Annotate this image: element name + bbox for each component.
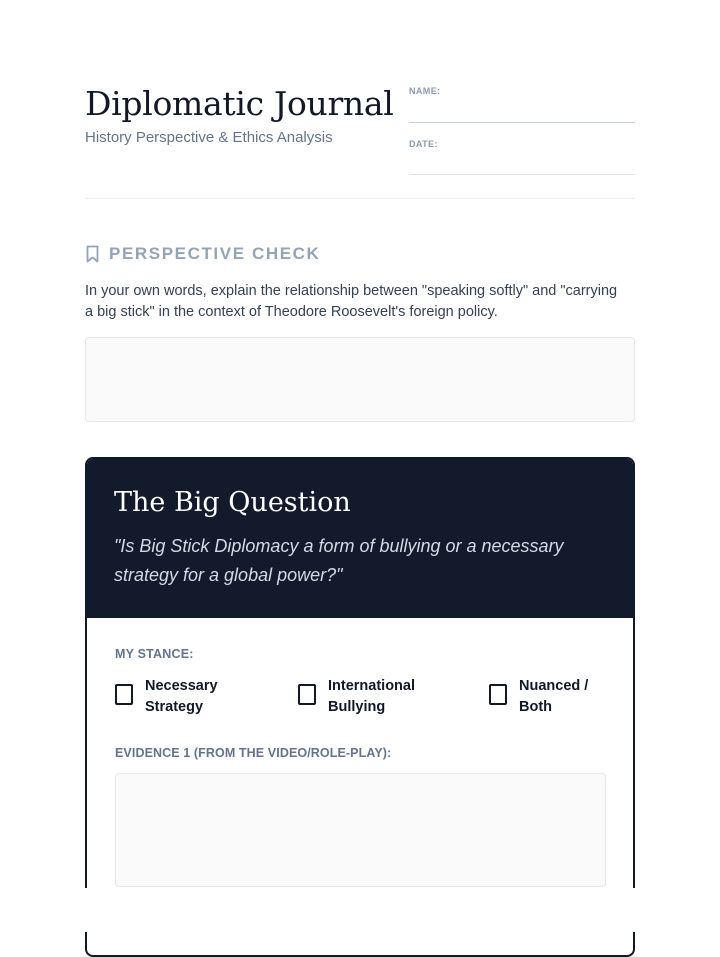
date-field[interactable] [409,174,635,175]
big-question-quote: "Is Big Stick Diplomacy a form of bullying or a necessary strategy for a global power?" [114,536,564,585]
bookmark-icon [85,245,100,263]
evidence-1-label: EVIDENCE 1 (FROM THE VIDEO/ROLE-PLAY): [115,746,392,760]
perspective-answer-box[interactable] [85,337,635,422]
checkbox[interactable] [298,684,316,705]
perspective-prompt: In your own words, explain the relationship between "speaking softly" and "carrying a big stick" in the context of Theodore Roosevelt's foreign policy. [85,283,618,320]
journal-subtitle: History Perspective & Ethics Analysis [85,129,333,146]
stance-option-label: International Bullying [328,678,416,715]
perspective-check-title: PERSPECTIVE CHECK [109,244,321,263]
stance-option-international-bullying[interactable] [298,676,415,718]
stance-option-necessary-strategy[interactable] [115,676,218,718]
big-question-title: The Big Question [114,487,351,518]
stance-option-nuanced-both[interactable] [489,676,588,718]
name-field[interactable] [409,122,635,123]
perspective-check-heading [85,244,320,264]
name-label: NAME: [409,86,441,96]
header-divider [85,198,635,199]
stance-option-label: Necessary Strategy [145,678,218,715]
checkbox[interactable] [115,684,133,705]
stance-label: MY STANCE: [115,647,194,661]
page-bottom-margin [0,888,720,932]
big-question-card [85,457,635,957]
stance-option-label: Nuanced / Both [519,678,589,715]
date-label: DATE: [409,139,438,149]
journal-title: Diplomatic Journal [85,84,394,123]
checkbox[interactable] [489,684,507,705]
evidence-1-answer-box[interactable] [115,773,606,887]
big-question-header [87,459,633,618]
